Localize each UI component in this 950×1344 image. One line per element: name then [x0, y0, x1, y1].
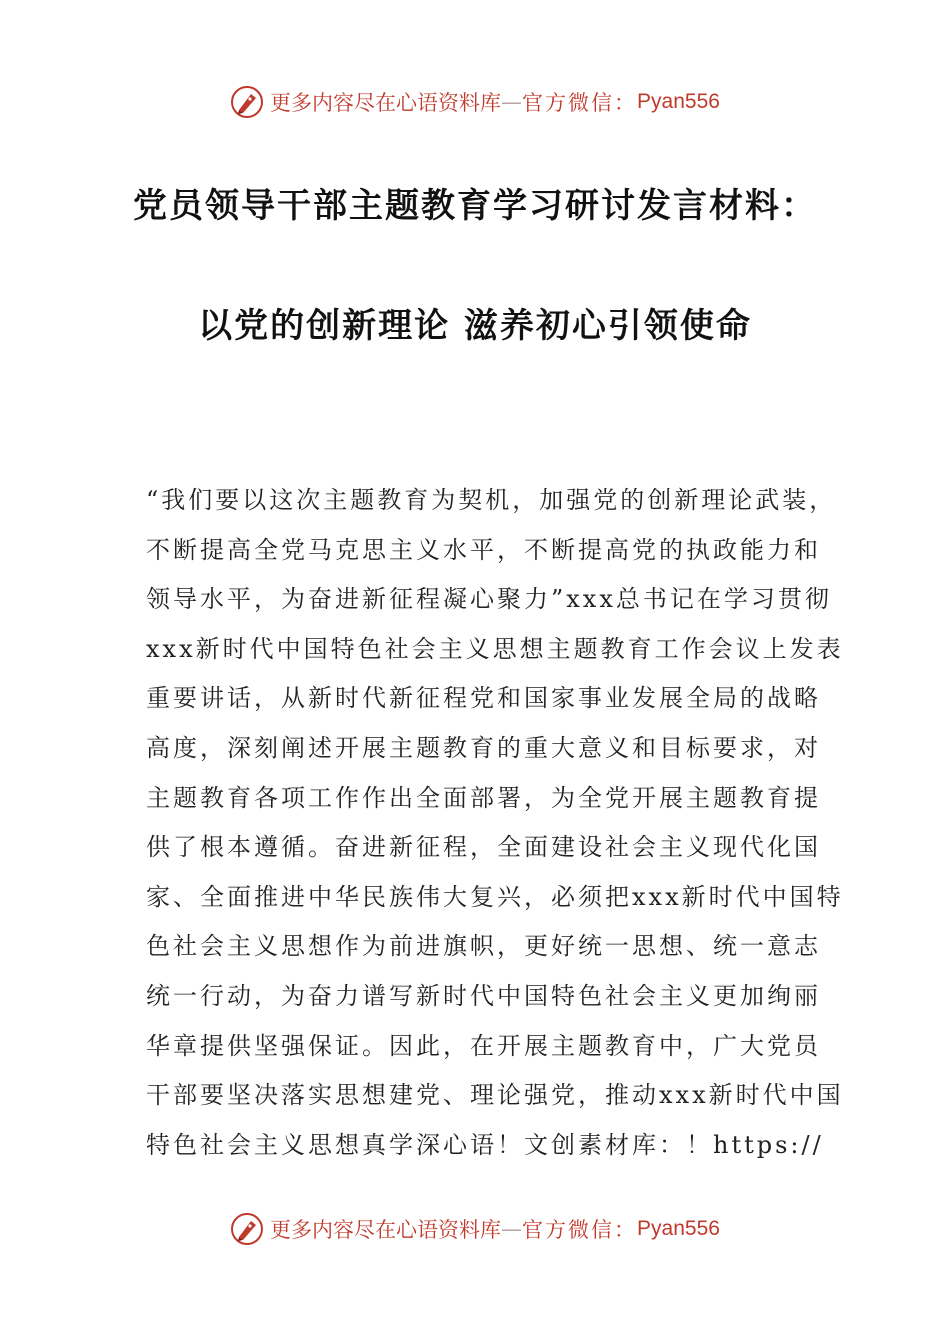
- header-watermark: [0, 82, 950, 122]
- body-line: “我们要以这次主题教育为契机，加强党的创新理论武装，: [146, 486, 837, 514]
- body-line: 重要讲话，从新时代新征程党和国家事业发展全局的战略: [146, 684, 821, 713]
- watermark-wechat-id: Pyan556: [637, 90, 720, 113]
- document-title: 党员领导干部主题教育学习研讨发言材料：: [133, 186, 817, 226]
- body-line: 高度，深刻阐述开展主题教育的重大意义和目标要求，对: [146, 733, 821, 762]
- document-subtitle: 以党的创新理论 滋养初心引领使命: [198, 306, 752, 346]
- body-line: 华章提供坚强保证。因此，在开展主题教育中，广大党员: [146, 1031, 821, 1060]
- body-line: 家、全面推进中华民族伟大复兴，必须把xxx新时代中国特: [146, 882, 844, 911]
- watermark-site-name: 更多内容尽在心语资料库: [270, 91, 502, 115]
- body-line: 干部要坚决落实思想建党、理论强党，推动xxx新时代中国: [146, 1081, 844, 1110]
- body-line: 供了根本遵循。奋进新征程，全面建设社会主义现代化国: [146, 833, 821, 862]
- watermark-wechat-label: 官方微信：: [522, 1218, 638, 1242]
- footer-watermark: [0, 1209, 950, 1249]
- watermark-wechat-id: Pyan556: [637, 1217, 720, 1240]
- watermark-wechat-label: 官方微信：: [522, 91, 638, 115]
- watermark-dash: —: [501, 90, 523, 114]
- body-line: 色社会主义思想作为前进旗帜，更好统一思想、统一意志: [146, 932, 821, 961]
- body-line: 领导水平，为奋进新征程凝心聚力”xxx总书记在学习贯彻: [146, 585, 832, 614]
- watermark-dash: —: [501, 1217, 523, 1241]
- body-paragraph: [146, 476, 844, 1170]
- body-line: 不断提高全党马克思主义水平，不断提高党的执政能力和: [146, 535, 821, 564]
- pen-nib-icon: [230, 1212, 264, 1246]
- pen-nib-icon: [230, 85, 264, 119]
- body-line: 特色社会主义思想真学深心语！文创素材库：！https://: [146, 1130, 824, 1159]
- body-line: 主题教育各项工作作出全面部署，为全党开展主题教育提: [146, 783, 821, 812]
- body-line: 统一行动，为奋力谱写新时代中国特色社会主义更加绚丽: [146, 981, 821, 1010]
- watermark-site-name: 更多内容尽在心语资料库: [270, 1218, 502, 1242]
- body-line: xxx新时代中国特色社会主义思想主题教育工作会议上发表: [146, 634, 844, 663]
